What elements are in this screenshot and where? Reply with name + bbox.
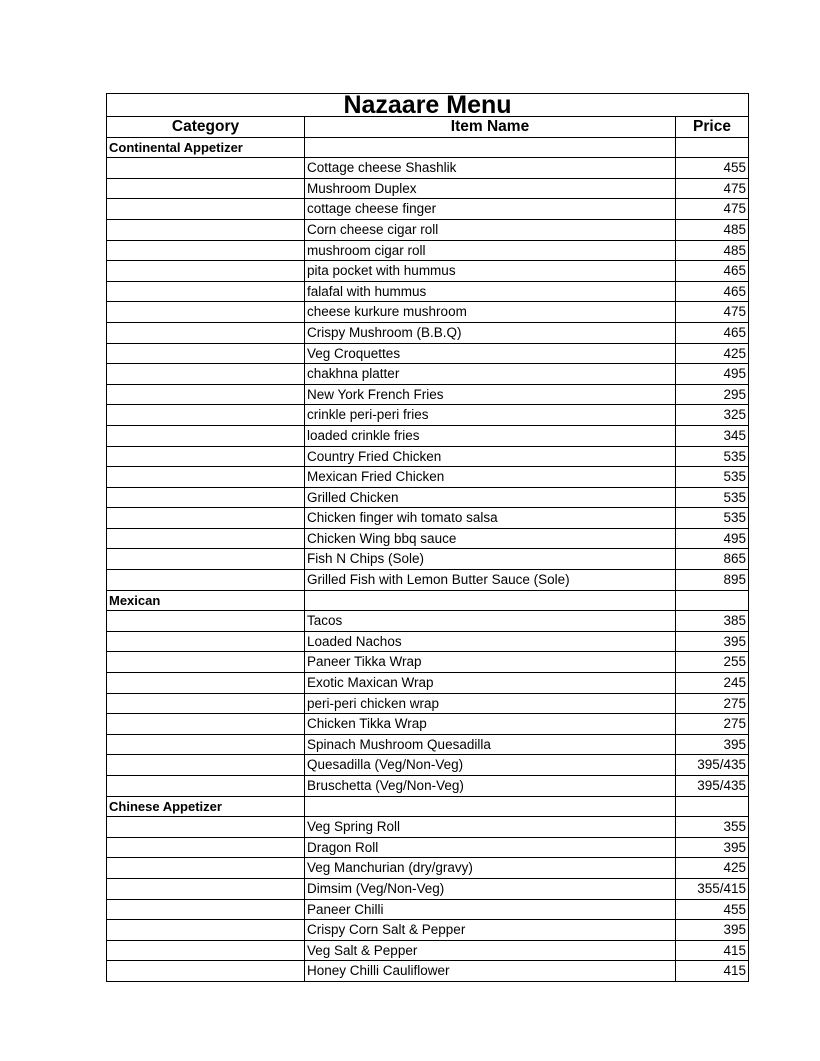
item-price: 485 bbox=[676, 219, 749, 240]
empty-cell bbox=[107, 261, 305, 282]
item-price: 385 bbox=[676, 611, 749, 632]
item-price: 395 bbox=[676, 734, 749, 755]
empty-cell bbox=[107, 199, 305, 220]
item-name: Tacos bbox=[305, 611, 676, 632]
menu-item-row bbox=[107, 631, 749, 652]
empty-cell bbox=[107, 322, 305, 343]
menu-item-row bbox=[107, 425, 749, 446]
item-name: Grilled Chicken bbox=[305, 487, 676, 508]
item-name: Veg Manchurian (dry/gravy) bbox=[305, 858, 676, 879]
item-price: 465 bbox=[676, 261, 749, 282]
menu-table bbox=[106, 93, 749, 982]
empty-cell bbox=[107, 755, 305, 776]
item-price: 395/435 bbox=[676, 776, 749, 797]
item-price: 475 bbox=[676, 302, 749, 323]
empty-cell bbox=[107, 158, 305, 179]
empty-cell bbox=[305, 590, 676, 611]
category-label: Continental Appetizer bbox=[107, 137, 305, 158]
menu-item-row bbox=[107, 693, 749, 714]
menu-item-row bbox=[107, 611, 749, 632]
item-name: loaded crinkle fries bbox=[305, 425, 676, 446]
item-name: chakhna platter bbox=[305, 364, 676, 385]
item-price: 345 bbox=[676, 425, 749, 446]
empty-cell bbox=[107, 837, 305, 858]
header-row bbox=[107, 117, 749, 138]
empty-cell bbox=[107, 240, 305, 261]
item-price: 465 bbox=[676, 281, 749, 302]
category-row bbox=[107, 590, 749, 611]
empty-cell bbox=[107, 487, 305, 508]
item-name: Veg Spring Roll bbox=[305, 817, 676, 838]
item-name: Crispy Corn Salt & Pepper bbox=[305, 920, 676, 941]
item-name: Bruschetta (Veg/Non-Veg) bbox=[305, 776, 676, 797]
empty-cell bbox=[107, 817, 305, 838]
item-price: 415 bbox=[676, 940, 749, 961]
item-price: 865 bbox=[676, 549, 749, 570]
item-price: 495 bbox=[676, 528, 749, 549]
menu-item-row bbox=[107, 570, 749, 591]
item-name: falafal with hummus bbox=[305, 281, 676, 302]
category-row bbox=[107, 137, 749, 158]
item-price: 395/435 bbox=[676, 755, 749, 776]
menu-item-row bbox=[107, 508, 749, 529]
empty-cell bbox=[107, 364, 305, 385]
empty-cell bbox=[107, 631, 305, 652]
empty-cell bbox=[676, 796, 749, 817]
menu-item-row bbox=[107, 899, 749, 920]
menu-item-row bbox=[107, 714, 749, 735]
item-price: 325 bbox=[676, 405, 749, 426]
empty-cell bbox=[107, 219, 305, 240]
item-name: Mushroom Duplex bbox=[305, 178, 676, 199]
menu-item-row bbox=[107, 858, 749, 879]
item-name: crinkle peri-peri fries bbox=[305, 405, 676, 426]
menu-item-row bbox=[107, 261, 749, 282]
item-name: peri-peri chicken wrap bbox=[305, 693, 676, 714]
item-price: 895 bbox=[676, 570, 749, 591]
item-name: Honey Chilli Cauliflower bbox=[305, 961, 676, 982]
empty-cell bbox=[107, 652, 305, 673]
item-name: Chicken Tikka Wrap bbox=[305, 714, 676, 735]
menu-item-row bbox=[107, 837, 749, 858]
menu-item-row bbox=[107, 734, 749, 755]
menu-item-row bbox=[107, 302, 749, 323]
empty-cell bbox=[107, 693, 305, 714]
menu-item-row bbox=[107, 487, 749, 508]
item-name: Paneer Tikka Wrap bbox=[305, 652, 676, 673]
item-price: 455 bbox=[676, 158, 749, 179]
item-price: 355 bbox=[676, 817, 749, 838]
item-name: Cottage cheese Shashlik bbox=[305, 158, 676, 179]
item-price: 485 bbox=[676, 240, 749, 261]
menu-item-row bbox=[107, 281, 749, 302]
empty-cell bbox=[107, 940, 305, 961]
item-price: 455 bbox=[676, 899, 749, 920]
item-price: 475 bbox=[676, 178, 749, 199]
empty-cell bbox=[676, 137, 749, 158]
item-price: 535 bbox=[676, 487, 749, 508]
empty-cell bbox=[107, 776, 305, 797]
menu-item-row bbox=[107, 776, 749, 797]
empty-cell bbox=[107, 878, 305, 899]
empty-cell bbox=[107, 920, 305, 941]
item-price: 415 bbox=[676, 961, 749, 982]
menu-item-row bbox=[107, 673, 749, 694]
item-name: Quesadilla (Veg/Non-Veg) bbox=[305, 755, 676, 776]
empty-cell bbox=[107, 528, 305, 549]
item-price: 535 bbox=[676, 446, 749, 467]
item-name: Chicken Wing bbq sauce bbox=[305, 528, 676, 549]
item-name: Veg Croquettes bbox=[305, 343, 676, 364]
item-name: pita pocket with hummus bbox=[305, 261, 676, 282]
empty-cell bbox=[305, 137, 676, 158]
menu-item-row bbox=[107, 343, 749, 364]
empty-cell bbox=[107, 570, 305, 591]
empty-cell bbox=[107, 302, 305, 323]
empty-cell bbox=[107, 961, 305, 982]
price-header: Price bbox=[676, 117, 749, 138]
item-price: 395 bbox=[676, 631, 749, 652]
menu-item-row bbox=[107, 322, 749, 343]
empty-cell bbox=[107, 508, 305, 529]
menu-title: Nazaare Menu bbox=[107, 94, 749, 117]
menu-item-row bbox=[107, 652, 749, 673]
empty-cell bbox=[107, 425, 305, 446]
item-name: Chicken finger wih tomato salsa bbox=[305, 508, 676, 529]
empty-cell bbox=[107, 467, 305, 488]
empty-cell bbox=[107, 281, 305, 302]
item-name: Dimsim (Veg/Non-Veg) bbox=[305, 878, 676, 899]
menu-item-row bbox=[107, 940, 749, 961]
menu-item-row bbox=[107, 549, 749, 570]
menu-item-row bbox=[107, 384, 749, 405]
item-name: Corn cheese cigar roll bbox=[305, 219, 676, 240]
menu-item-row bbox=[107, 755, 749, 776]
empty-cell bbox=[107, 714, 305, 735]
empty-cell bbox=[107, 405, 305, 426]
item-price: 425 bbox=[676, 343, 749, 364]
item-name: cheese kurkure mushroom bbox=[305, 302, 676, 323]
item-price: 275 bbox=[676, 693, 749, 714]
category-row bbox=[107, 796, 749, 817]
item-price: 535 bbox=[676, 508, 749, 529]
menu-item-row bbox=[107, 178, 749, 199]
empty-cell bbox=[676, 590, 749, 611]
item-price: 495 bbox=[676, 364, 749, 385]
menu-body bbox=[107, 137, 749, 981]
item-name: Mexican Fried Chicken bbox=[305, 467, 676, 488]
menu-item-row bbox=[107, 364, 749, 385]
empty-cell bbox=[107, 384, 305, 405]
item-price: 475 bbox=[676, 199, 749, 220]
title-row bbox=[107, 94, 749, 117]
item-name: New York French Fries bbox=[305, 384, 676, 405]
item-name-header: Item Name bbox=[305, 117, 676, 138]
item-price: 395 bbox=[676, 920, 749, 941]
empty-cell bbox=[107, 549, 305, 570]
item-name: Loaded Nachos bbox=[305, 631, 676, 652]
item-name: Exotic Maxican Wrap bbox=[305, 673, 676, 694]
item-name: mushroom cigar roll bbox=[305, 240, 676, 261]
empty-cell bbox=[107, 858, 305, 879]
item-price: 295 bbox=[676, 384, 749, 405]
item-name: Crispy Mushroom (B.B.Q) bbox=[305, 322, 676, 343]
item-name: Grilled Fish with Lemon Butter Sauce (Sole) bbox=[305, 570, 676, 591]
item-price: 425 bbox=[676, 858, 749, 879]
menu-item-row bbox=[107, 446, 749, 467]
item-price: 465 bbox=[676, 322, 749, 343]
empty-cell bbox=[107, 611, 305, 632]
menu-item-row bbox=[107, 961, 749, 982]
empty-cell bbox=[107, 899, 305, 920]
menu-item-row bbox=[107, 817, 749, 838]
item-name: Veg Salt & Pepper bbox=[305, 940, 676, 961]
empty-cell bbox=[107, 343, 305, 364]
item-price: 355/415 bbox=[676, 878, 749, 899]
empty-cell bbox=[107, 734, 305, 755]
empty-cell bbox=[107, 673, 305, 694]
category-label: Chinese Appetizer bbox=[107, 796, 305, 817]
item-name: cottage cheese finger bbox=[305, 199, 676, 220]
item-price: 245 bbox=[676, 673, 749, 694]
category-label: Mexican bbox=[107, 590, 305, 611]
menu-item-row bbox=[107, 878, 749, 899]
menu-item-row bbox=[107, 467, 749, 488]
menu-item-row bbox=[107, 405, 749, 426]
menu-sheet bbox=[106, 93, 748, 982]
item-price: 255 bbox=[676, 652, 749, 673]
item-name: Paneer Chilli bbox=[305, 899, 676, 920]
item-name: Dragon Roll bbox=[305, 837, 676, 858]
category-header: Category bbox=[107, 117, 305, 138]
item-price: 395 bbox=[676, 837, 749, 858]
menu-item-row bbox=[107, 158, 749, 179]
menu-item-row bbox=[107, 240, 749, 261]
item-name: Country Fried Chicken bbox=[305, 446, 676, 467]
item-name: Fish N Chips (Sole) bbox=[305, 549, 676, 570]
menu-item-row bbox=[107, 219, 749, 240]
empty-cell bbox=[107, 178, 305, 199]
item-name: Spinach Mushroom Quesadilla bbox=[305, 734, 676, 755]
menu-item-row bbox=[107, 199, 749, 220]
item-price: 535 bbox=[676, 467, 749, 488]
empty-cell bbox=[305, 796, 676, 817]
menu-item-row bbox=[107, 920, 749, 941]
menu-item-row bbox=[107, 528, 749, 549]
item-price: 275 bbox=[676, 714, 749, 735]
empty-cell bbox=[107, 446, 305, 467]
